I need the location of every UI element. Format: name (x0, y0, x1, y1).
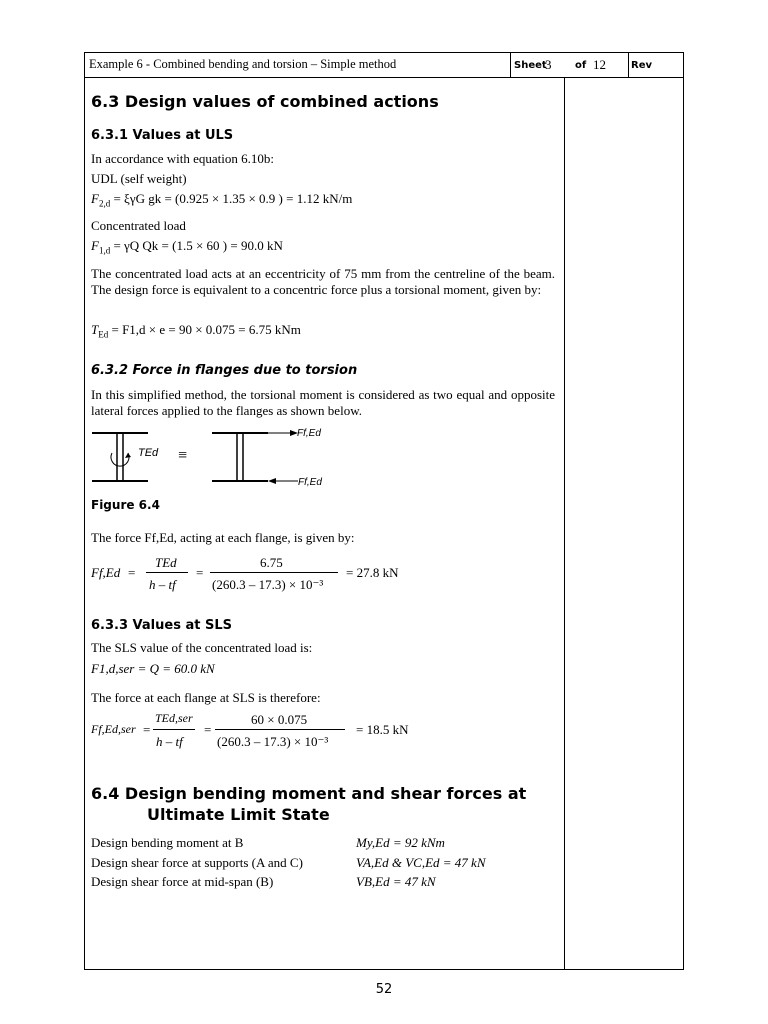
eq-rhs: = F1,d × e = 90 × 0.075 = 6.75 kNm (108, 322, 301, 337)
eq-numerator: TEd,ser (155, 711, 193, 725)
flange-force-bottom-arrow-icon (268, 478, 298, 484)
section-6-3-heading: 6.3 Design values of combined actions (91, 92, 439, 111)
sls-intro: The SLS value of the concentrated load is: (91, 640, 313, 655)
figure-caption: Figure 6.4 (91, 498, 160, 512)
eq-symbol: F (91, 191, 99, 206)
flange-force-top-arrow-icon (268, 430, 298, 436)
eq-denominator: h – tf (149, 577, 176, 592)
sls-load-equation: F1,d,ser = Q = 60.0 kN (91, 661, 215, 676)
eq-numerator-value: 6.75 (260, 555, 283, 570)
torsion-arrow-icon (111, 453, 131, 466)
eq-denominator-value: (260.3 – 17.3) × 10⁻³ (217, 734, 329, 749)
total-sheets: 12 (593, 57, 606, 72)
section-6-4-heading-line1: 6.4 Design bending moment and shear forces at (91, 784, 527, 803)
eq-subscript: 1,d (98, 245, 111, 256)
fig-ff-top-label: Ff,Ed (297, 428, 321, 439)
fig-ff-bottom-label: Ff,Ed (298, 477, 322, 488)
eq-denominator: h – tf (156, 734, 183, 749)
torsion-moment-equation (91, 322, 301, 340)
header-rev-cell (629, 53, 683, 77)
eq-numerator: TEd (155, 555, 177, 570)
concentrated-load-equation (91, 238, 283, 256)
eq-equals: = (128, 565, 136, 580)
sheet-number: 3 (545, 57, 552, 72)
of-label: of (575, 60, 587, 71)
rev-label: Rev (631, 60, 653, 71)
section-6-3-2-heading (91, 363, 357, 378)
page-frame (84, 52, 684, 970)
section-6-3-3-heading: 6.3.3 Values at SLS (91, 618, 232, 633)
header-sheet-cell (511, 53, 629, 77)
eq-symbol: T (91, 322, 99, 337)
udl-label: UDL (self weight) (91, 171, 187, 186)
margin-column-divider (564, 78, 565, 970)
eq-equals: = (143, 722, 151, 737)
i-section-right (212, 433, 268, 481)
eq-subscript: Ed (98, 329, 109, 340)
simplified-method-paragraph: In this simplified method, the torsional moment is considered as two equal and opposite lateral forces applied to the flanges as shown below. (91, 387, 555, 418)
fraction-bar (146, 572, 188, 573)
sls-flange-intro: The force at each flange at SLS is therefore: (91, 690, 321, 705)
figure-6-4 (88, 424, 338, 492)
eq-equals-2: = (196, 565, 204, 580)
design-row-label: Design shear force at supports (A and C) (91, 855, 303, 870)
section-6-4-heading-line2: Ultimate Limit State (147, 805, 330, 824)
page-number: 52 (375, 982, 393, 997)
eq-lhs: Ff,Ed,ser (91, 722, 136, 736)
header-title-cell (85, 53, 511, 77)
flange-force-intro: The force Ff,Ed, acting at each flange, is given by: (91, 530, 355, 545)
design-row-value: VB,Ed = 47 kN (356, 874, 436, 889)
eq-numerator-value: 60 × 0.075 (251, 712, 308, 727)
udl-equation (91, 191, 352, 209)
eq-rhs: = ξγG gk = (0.925 × 1.35 × 0.9 ) = 1.12 kN/m (110, 191, 353, 206)
design-row-label: Design shear force at mid-span (B) (91, 874, 274, 889)
eccentricity-paragraph: The concentrated load acts at an eccentricity of 75 mm from the centreline of the beam. The design force is equivalent to a concentric force plus a torsional moment, given by: (91, 266, 555, 297)
eq-symbol: F (91, 238, 99, 253)
eq-result: = 18.5 kN (356, 722, 409, 737)
fraction-bar (210, 572, 338, 573)
design-row-label: Design bending moment at B (91, 835, 244, 850)
eq-result: = 27.8 kN (346, 565, 399, 580)
sheet-label: Sheet (514, 60, 547, 71)
concentrated-load-label: Concentrated load (91, 218, 186, 233)
section-6-3-1-heading: 6.3.1 Values at ULS (91, 128, 234, 143)
header-title: Example 6 - Combined bending and torsion – Simple method (89, 57, 397, 71)
uls-intro: In accordance with equation 6.10b: (91, 151, 275, 166)
equivalence-symbol: ≡ (178, 447, 188, 464)
eq-lhs: Ff,Ed (91, 565, 121, 580)
fraction-bar (153, 729, 195, 730)
eq-rhs: = γQ Qk = (1.5 × 60 ) = 90.0 kN (110, 238, 283, 253)
sheet-header (84, 52, 684, 78)
fig-ted-label: TEd (138, 447, 159, 459)
fraction-bar (215, 729, 345, 730)
section-6-3-2-heading-text: 6.3.2 Force in flanges due to torsion (91, 363, 358, 378)
design-row-value: My,Ed = 92 kNm (356, 835, 445, 850)
design-row-value: VA,Ed & VC,Ed = 47 kN (356, 855, 486, 870)
eq-equals-2: = (204, 722, 212, 737)
eq-subscript: 2,d (98, 198, 111, 209)
eq-denominator-value: (260.3 – 17.3) × 10⁻³ (212, 577, 324, 592)
